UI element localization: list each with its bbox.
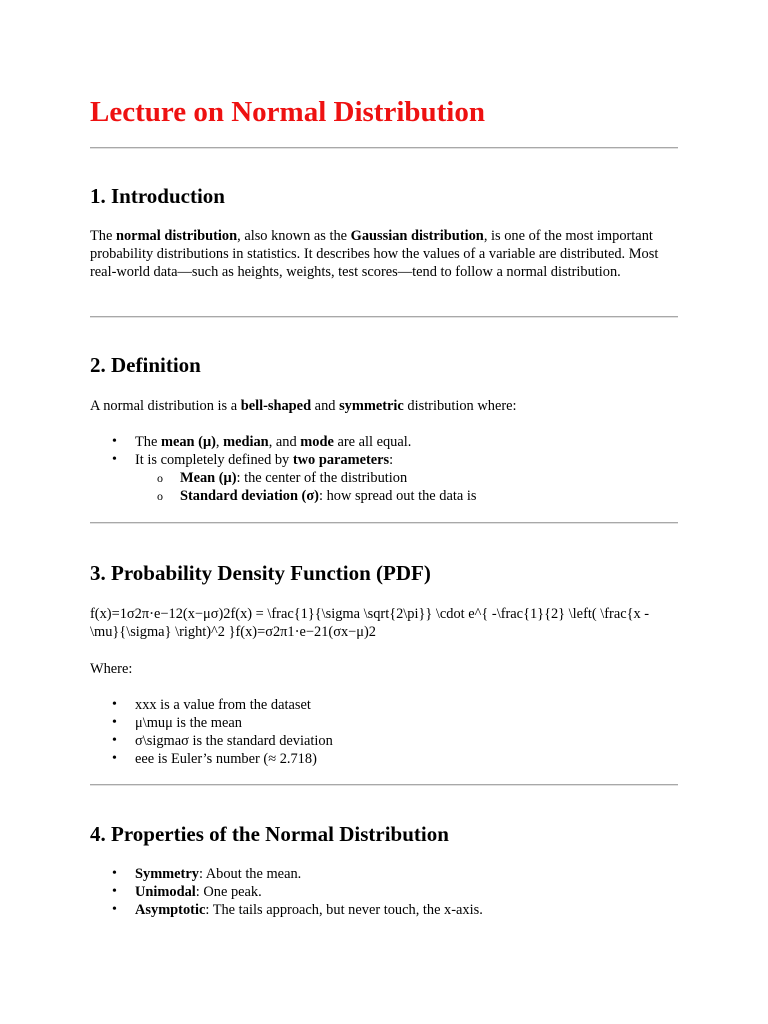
page-title: Lecture on Normal Distribution <box>90 96 485 128</box>
text-run: It is completely defined by <box>135 452 293 468</box>
definition-paragraph <box>90 397 678 415</box>
text-run: σ\sigmaσ is the standard deviation <box>135 733 333 749</box>
text-run: : One peak. <box>195 884 262 900</box>
text-run: : how spread out the data is <box>318 488 477 504</box>
bullet-icon: • <box>112 697 117 712</box>
text-run: eee is Euler’s number (≈ 2.718) <box>135 751 317 767</box>
intro-paragraph <box>90 227 678 281</box>
text-run: : <box>389 452 394 468</box>
bold-term: mode <box>300 434 334 450</box>
bullet-icon: • <box>112 715 117 730</box>
text-run: : the center of the distribution <box>236 470 408 486</box>
bold-term: two parameters <box>292 452 390 468</box>
list-item <box>90 732 333 750</box>
divider <box>90 316 678 318</box>
properties-list <box>90 865 483 919</box>
text-run: A normal distribution is a <box>90 398 241 414</box>
list-item <box>90 696 333 714</box>
section-heading-introduction: 1. Introduction <box>90 184 225 208</box>
list-item <box>90 865 483 883</box>
text-run: xxx is a value from the dataset <box>135 697 311 713</box>
text-run: : About the mean. <box>198 866 302 882</box>
bold-term: Asymptotic <box>135 902 206 918</box>
bullet-icon: • <box>112 866 117 881</box>
bold-term: mean (μ) <box>160 434 216 450</box>
section-heading-definition: 2. Definition <box>90 353 201 377</box>
section-heading-properties: 4. Properties of the Normal Distribution <box>90 822 449 846</box>
divider <box>90 147 678 149</box>
circle-bullet-icon: o <box>157 471 163 485</box>
bold-term: bell-shaped <box>240 398 312 414</box>
where-label: Where: <box>90 661 133 677</box>
divider <box>90 522 678 524</box>
text-run: μ\muμ is the mean <box>135 715 242 731</box>
bold-term: Standard deviation (σ) <box>180 488 319 504</box>
list-item <box>90 451 411 469</box>
bullet-icon: • <box>112 434 117 449</box>
parameters-sublist <box>90 469 476 505</box>
bold-term: median <box>223 434 269 450</box>
list-item <box>90 883 483 901</box>
bold-term: Symmetry <box>135 866 199 882</box>
circle-bullet-icon: o <box>157 489 163 503</box>
text-run: distribution where: <box>403 398 517 414</box>
list-item <box>90 433 411 451</box>
list-item <box>90 901 483 919</box>
list-item <box>90 750 333 768</box>
bold-term: normal distribution <box>115 228 238 244</box>
text-run: The <box>90 228 116 244</box>
symbols-list <box>90 696 333 768</box>
list-item <box>90 469 476 487</box>
bold-term: Mean (μ) <box>180 470 237 486</box>
bullet-icon: • <box>112 452 117 467</box>
text-run: and <box>311 398 340 414</box>
bullet-icon: • <box>112 902 117 917</box>
text-run: are all equal. <box>333 434 412 450</box>
text-run: , also known as the <box>237 228 351 244</box>
definition-list <box>90 433 411 469</box>
bullet-icon: • <box>112 884 117 899</box>
bold-term: Unimodal <box>135 884 196 900</box>
text-run: : The tails approach, but never touch, the x-axis. <box>205 902 483 918</box>
section-heading-pdf: 3. Probability Density Function (PDF) <box>90 561 431 585</box>
text-run: , and <box>268 434 301 450</box>
bold-term: symmetric <box>339 398 404 414</box>
divider <box>90 784 678 786</box>
text-run: , is one of the most important probability distributions in statistics. It describes how the values of a variable are distributed. Most real-world data—such as heights, weights, test scores—tend to follow a normal distribution. <box>90 228 659 280</box>
text-run: The <box>135 434 161 450</box>
pdf-formula: f(x)=1σ2π⋅e−12(x−μσ)2f(x) = \frac{1}{\sigma \sqrt{2\pi}} \cdot e^{ -\frac{1}{2} \left( \frac{x - \mu}{\sigma} \right)^2 }f(x)=σ2π1⋅e−21(σx−μ)2 <box>90 606 650 640</box>
list-item <box>90 714 333 732</box>
text-run: , <box>215 434 224 450</box>
bullet-icon: • <box>112 751 117 766</box>
bullet-icon: • <box>112 733 117 748</box>
bold-term: Gaussian distribution <box>350 228 484 244</box>
list-item <box>90 487 476 505</box>
